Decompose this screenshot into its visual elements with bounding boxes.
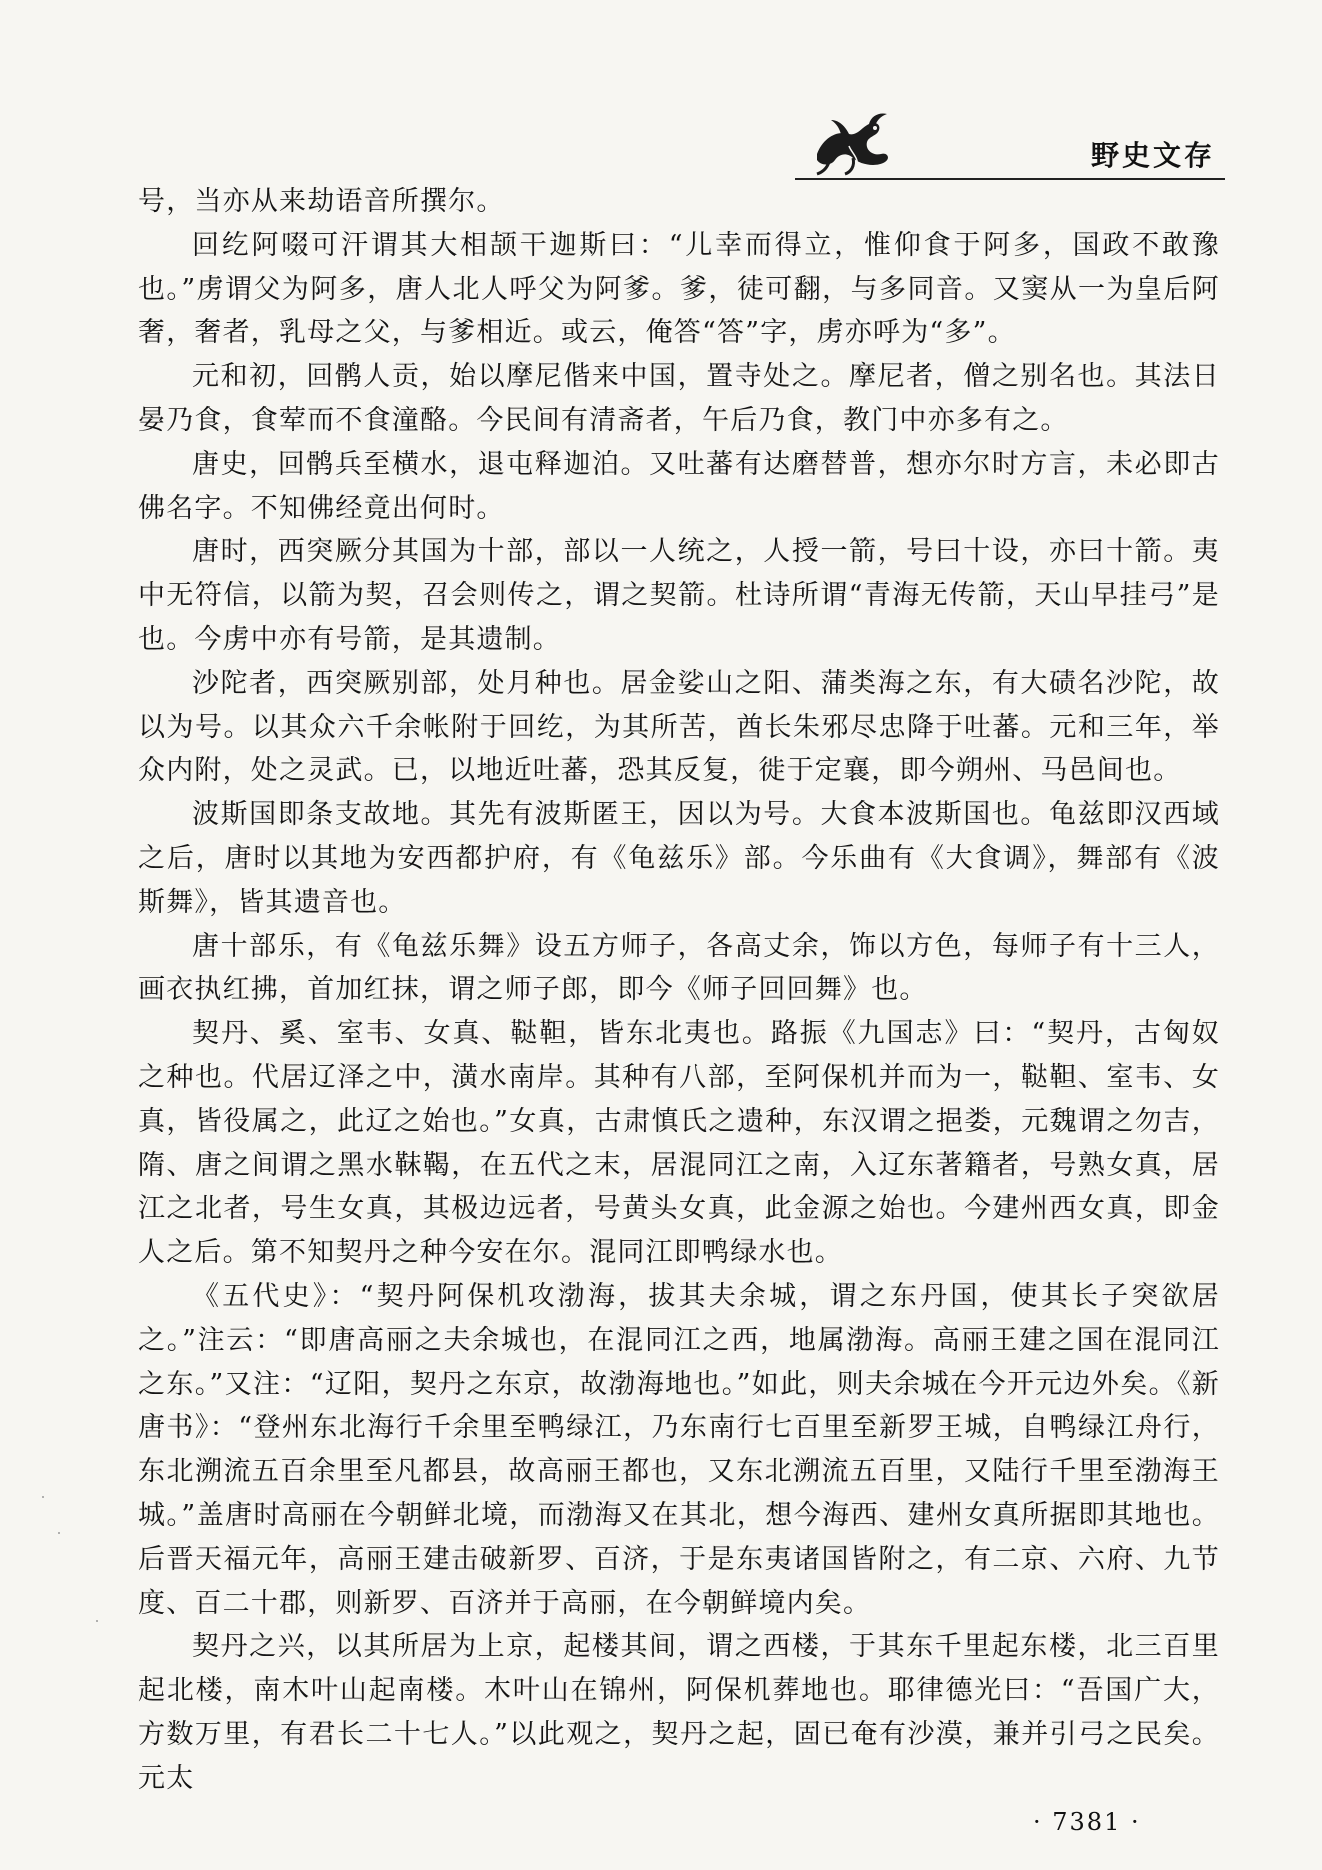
paragraph: 唐时，西突厥分其国为十部，部以一人统之，人授一箭，号曰十设，亦曰十箭。夷中无符信，以箭为契，召会则传之，谓之契箭。杜诗所谓“青海无传箭，天山早挂弓”是也。今虏中亦有号箭，是其遗制。	[138, 536, 1220, 655]
scan-speck	[58, 1532, 60, 1534]
dragon-emblem-icon	[809, 108, 899, 178]
paragraph: 回纥阿啜可汗谓其大相颉干迦斯曰：“儿幸而得立，惟仰食于阿多，国政不敢豫也。”虏谓父为阿多，唐人北人呼父为阿爹。爹，徒可翻，与多同音。又窦从一为皇后阿奢，奢者，乳母之父，与爹相近。或云，俺答“答”字，虏亦呼为“多”。	[138, 229, 1220, 349]
running-head-title: 野史文存	[1090, 139, 1215, 172]
paragraph: 号，当亦从来劫语音所撰尔。	[138, 186, 505, 217]
scan-speck	[42, 1496, 44, 1498]
paragraph: 元和初，回鹘人贡，始以摩尼偕来中国，置寺处之。摩尼者，僧之别名也。其法日晏乃食，食荤而不食潼酪。今民间有清斋者，午后乃食，教门中亦多有之。	[138, 361, 1220, 436]
paragraph: 唐史，回鹘兵至横水，退屯释迦泊。又吐蕃有达磨替普，想亦尔时方言，未必即古佛名字。不知佛经竟出何时。	[138, 448, 1220, 524]
paragraph: 契丹、奚、室韦、女真、鞑靼，皆东北夷也。路振《九国志》曰：“契丹，古匈奴之种也。代居辽泽之中，潢水南岸。其种有八部，至阿保机并而为一，鞑靼、室韦、女真，皆役属之，此辽之始也。”女真，古肃慎氏之遗种，东汉谓之挹娄，元魏谓之勿吉，隋、唐之间谓之黑水靺鞨，在五代之末，居混同江之南，入辽东著籍者，号熟女真，居江之北者，号生女真，其极边远者，号黄头女真，此金源之始也。今建州西女真，即金人之后。第不知契丹之种今安在尔。混同江即鸭绿水也。	[138, 1018, 1220, 1269]
body-text	[138, 180, 1220, 1800]
paragraph: 契丹之兴，以其所居为上京，起楼其间，谓之西楼，于其东千里起东楼，北三百里起北楼，南木叶山起南楼。木叶山在锦州，阿保机葬地也。耶律德光曰：“吾国广大，方数万里，有君长二十七人。”以此观之，契丹之起，固已奄有沙漠，兼并引弓之民矣。元太	[138, 1631, 1220, 1794]
paragraph: 唐十部乐，有《龟兹乐舞》设五方师子，各高丈余，饰以方色，每师子有十三人，画衣执红拂，首加红抹，谓之师子郎，即今《师子回回舞》也。	[138, 930, 1220, 1006]
paragraph: 沙陀者，西突厥别部，处月种也。居金娑山之阳、蒲类海之东，有大碛名沙陀，故以为号。以其众六千余帐附于回纥，为其所苦，酋长朱邪尽忠降于吐蕃。元和三年，举众内附，处之灵武。已，以地近吐蕃，恐其反复，徙于定襄，即今朔州、马邑间也。	[138, 667, 1220, 787]
scan-speck	[96, 1620, 98, 1622]
paragraph: 波斯国即条支故地。其先有波斯匿王，因以为号。大食本波斯国也。龟兹即汉西域之后，唐时以其地为安西都护府，有《龟兹乐》部。今乐曲有《大食调》，舞部有《波斯舞》，皆其遗音也。	[138, 799, 1220, 918]
page-number: · 7381 ·	[1033, 1808, 1141, 1836]
page-header	[795, 108, 1225, 188]
paragraph: 《五代史》：“契丹阿保机攻渤海，拔其夫余城，谓之东丹国，使其长子突欲居之。”注云：“即唐高丽之夫余城也，在混同江之西，地属渤海。高丽王建之国在混同江之东。”又注：“辽阳，契丹之东京，故渤海地也。”如此，则夫余城在今开元边外矣。《新唐书》：“登州东北海行千余里至鸭绿江，乃东南行七百里至新罗王城，自鸭绿江舟行，东北溯流五百余里至凡都县，故高丽王都也，又东北溯流五百里，又陆行千里至渤海王城。”盖唐时高丽在今朝鲜北境，而渤海又在其北，想今海西、建州女真所据即其地也。后晋天福元年，高丽王建击破新罗、百济，于是东夷诸国皆附之，有二京、六府、九节度、百二十郡，则新罗、百济并于高丽，在今朝鲜境内矣。	[138, 1280, 1220, 1619]
